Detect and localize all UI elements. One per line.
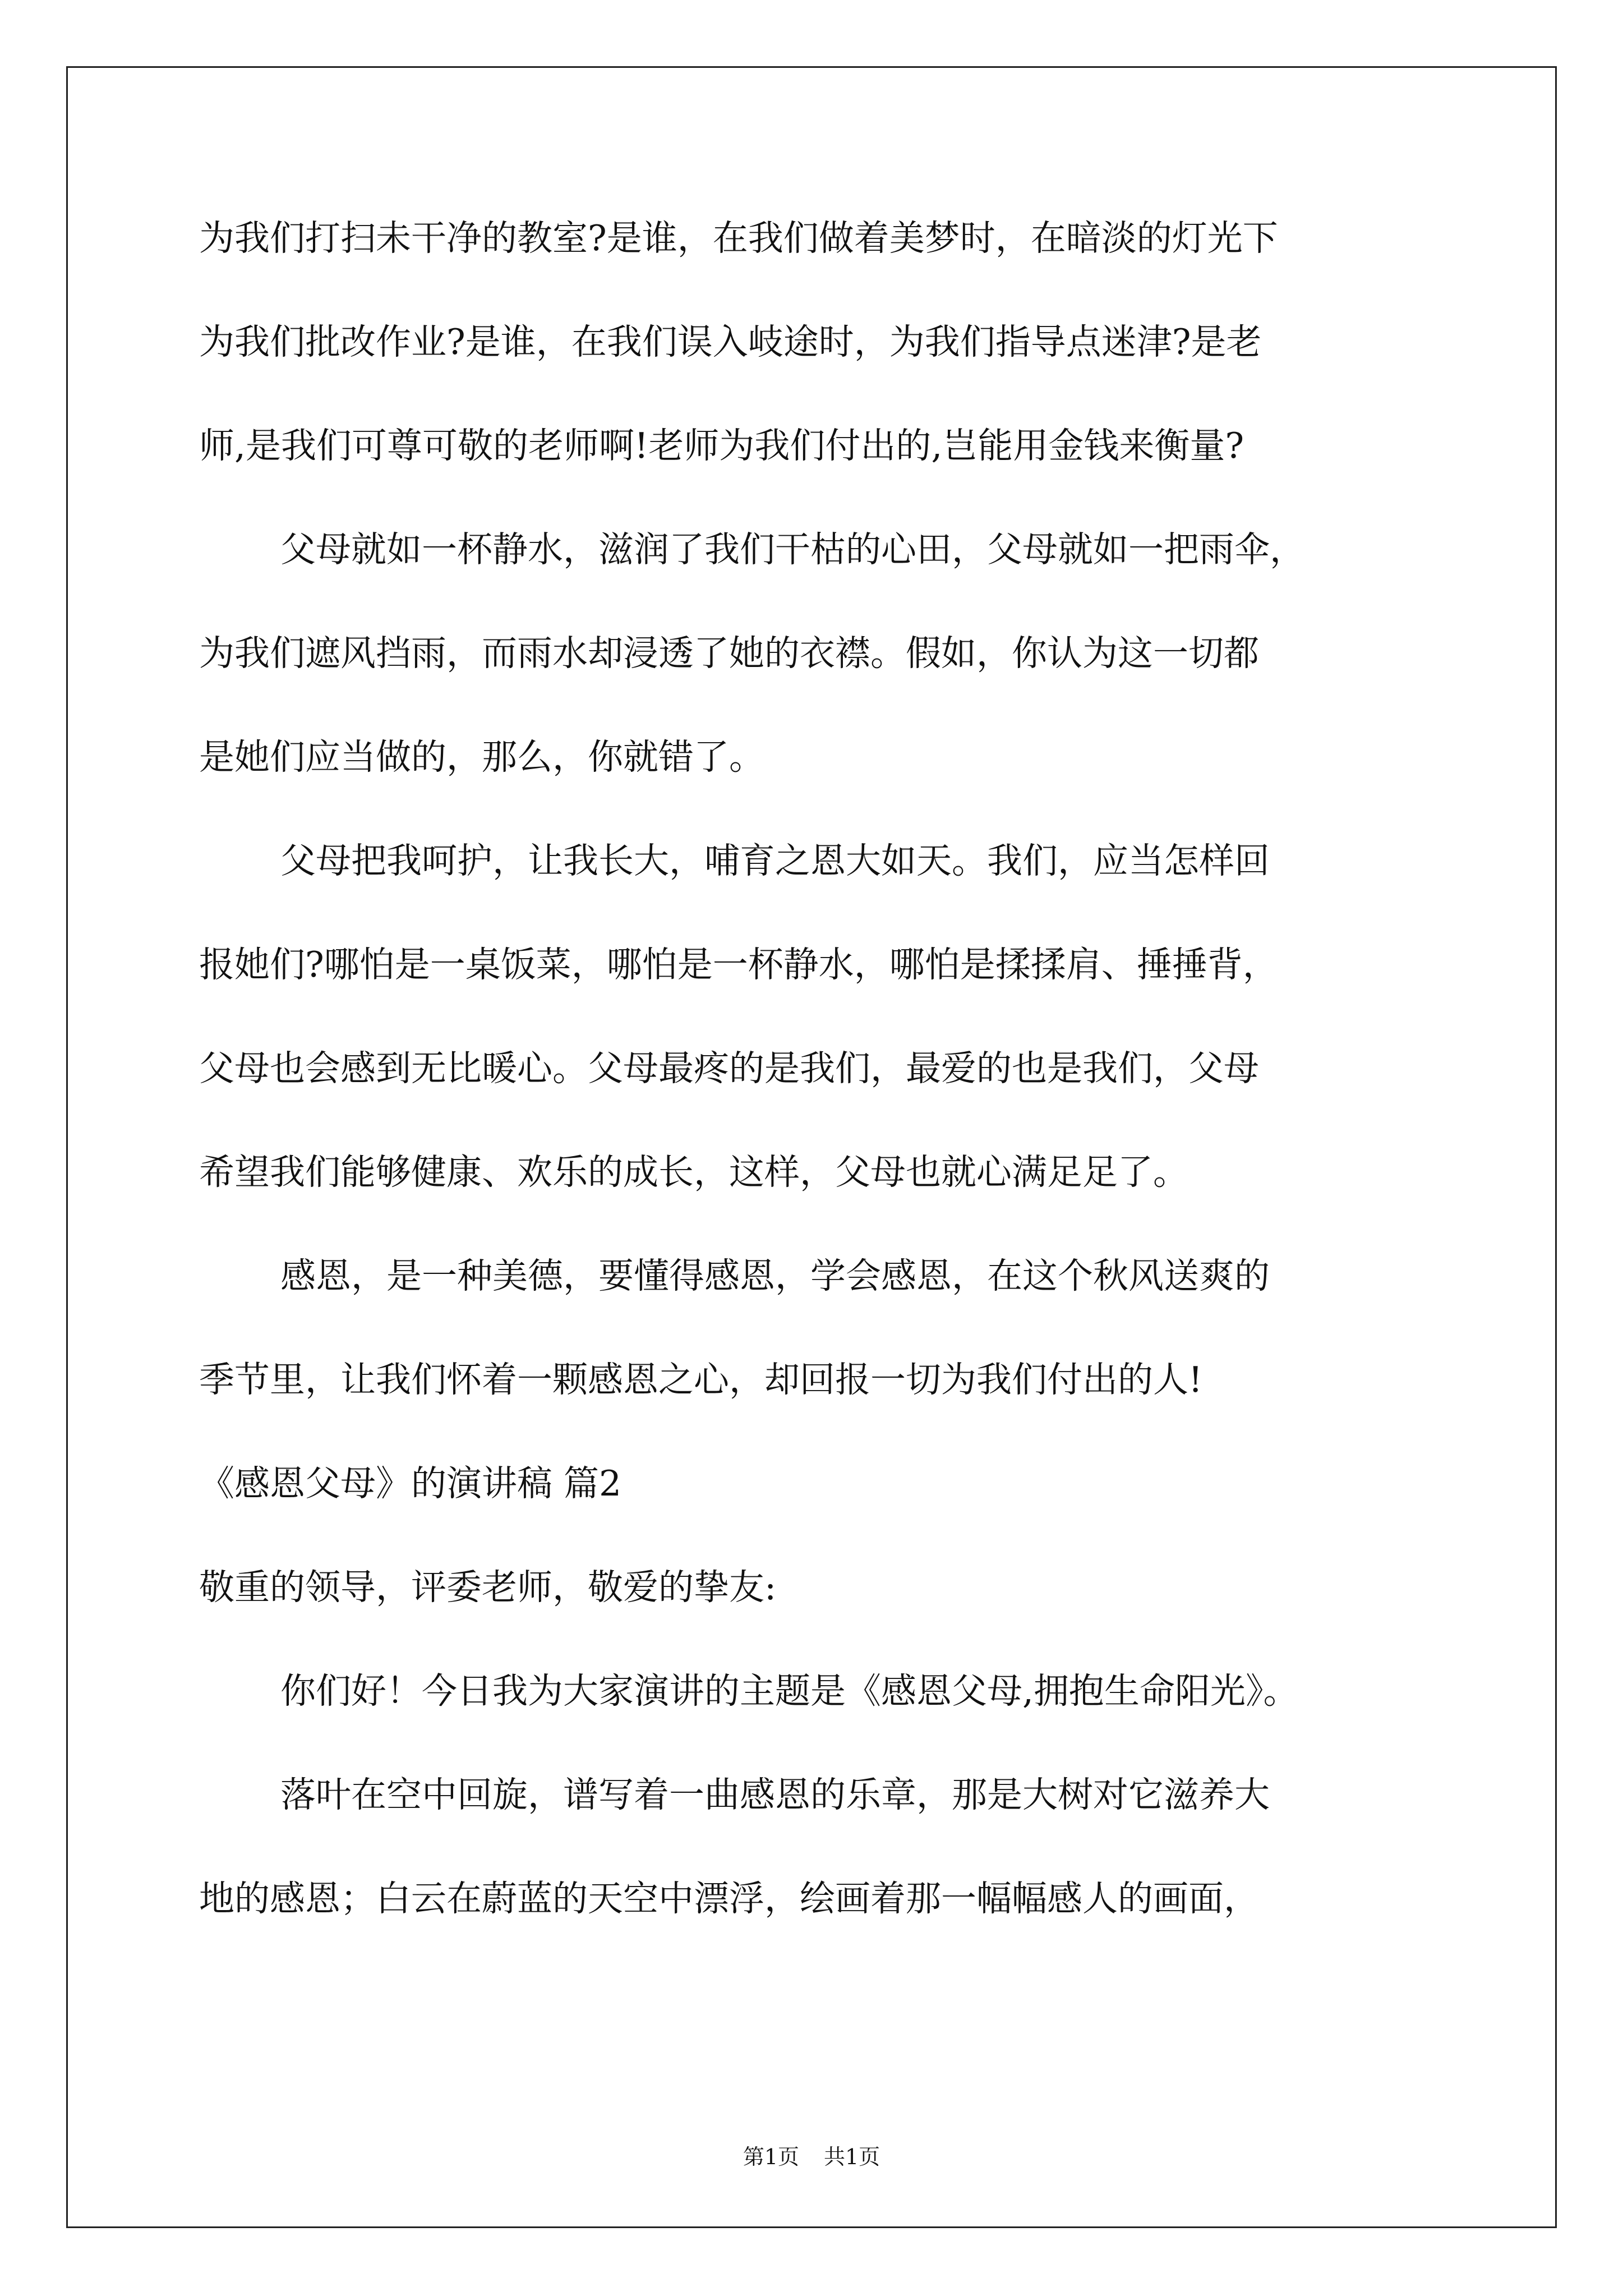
page-footer: [0, 2143, 1623, 2171]
text-line: 希望我们能够健康、欢乐的成长，这样，父母也就心满足足了。: [199, 1152, 1188, 1193]
text-line: 为我们打扫未干净的教室?是谁，在我们做着美梦时，在暗淡的灯光下: [199, 218, 1278, 259]
text-line: 为我们批改作业?是谁，在我们误入岐途时，为我们指导点迷津?是老: [199, 321, 1262, 362]
text-line: 地的感恩；白云在蔚蓝的天空中漂浮，绘画着那一幅幅感人的画面，: [199, 1878, 1259, 1919]
text-line: 师,是我们可尊可敬的老师啊!老师为我们付出的,岂能用金钱来衡量?: [199, 425, 1244, 466]
section-heading: 《感恩父母》的演讲稿 篇2: [199, 1463, 622, 1504]
text-line: 是她们应当做的，那么，你就错了。: [199, 737, 764, 777]
paragraph-start-line: 父母就如一杯静水，滋润了我们干枯的心田，父母就如一把雨伞，: [280, 529, 1305, 570]
paragraph-start-line: 父母把我呵护，让我长大，哺育之恩大如天。我们，应当怎样回: [280, 840, 1270, 881]
salutation-line: 敬重的领导，评委老师，敬爱的挚友:: [199, 1567, 777, 1608]
text-line: 报她们?哪怕是一桌饭菜，哪怕是一杯静水，哪怕是揉揉肩、捶捶背，: [199, 944, 1278, 985]
paragraph-start-line: 落叶在空中回旋，谱写着一曲感恩的乐章，那是大树对它滋养大: [280, 1774, 1270, 1815]
paragraph-start-line: 感恩，是一种美德，要懂得感恩，学会感恩，在这个秋风送爽的: [280, 1255, 1270, 1296]
paragraph-start-line: 你们好！今日我为大家演讲的主题是《感恩父母,拥抱生命阳光》。: [280, 1671, 1299, 1711]
text-line: 季节里，让我们怀着一颗感恩之心，却回报一切为我们付出的人!: [199, 1359, 1203, 1400]
text-line: 为我们遮风挡雨，而雨水却浸透了她的衣襟。假如，你认为这一切都: [199, 633, 1259, 674]
page-total: 共1页: [824, 2145, 880, 2169]
text-line: 父母也会感到无比暖心。父母最疼的是我们，最爱的也是我们，父母: [199, 1048, 1259, 1089]
page-number: 第1页: [743, 2145, 799, 2169]
